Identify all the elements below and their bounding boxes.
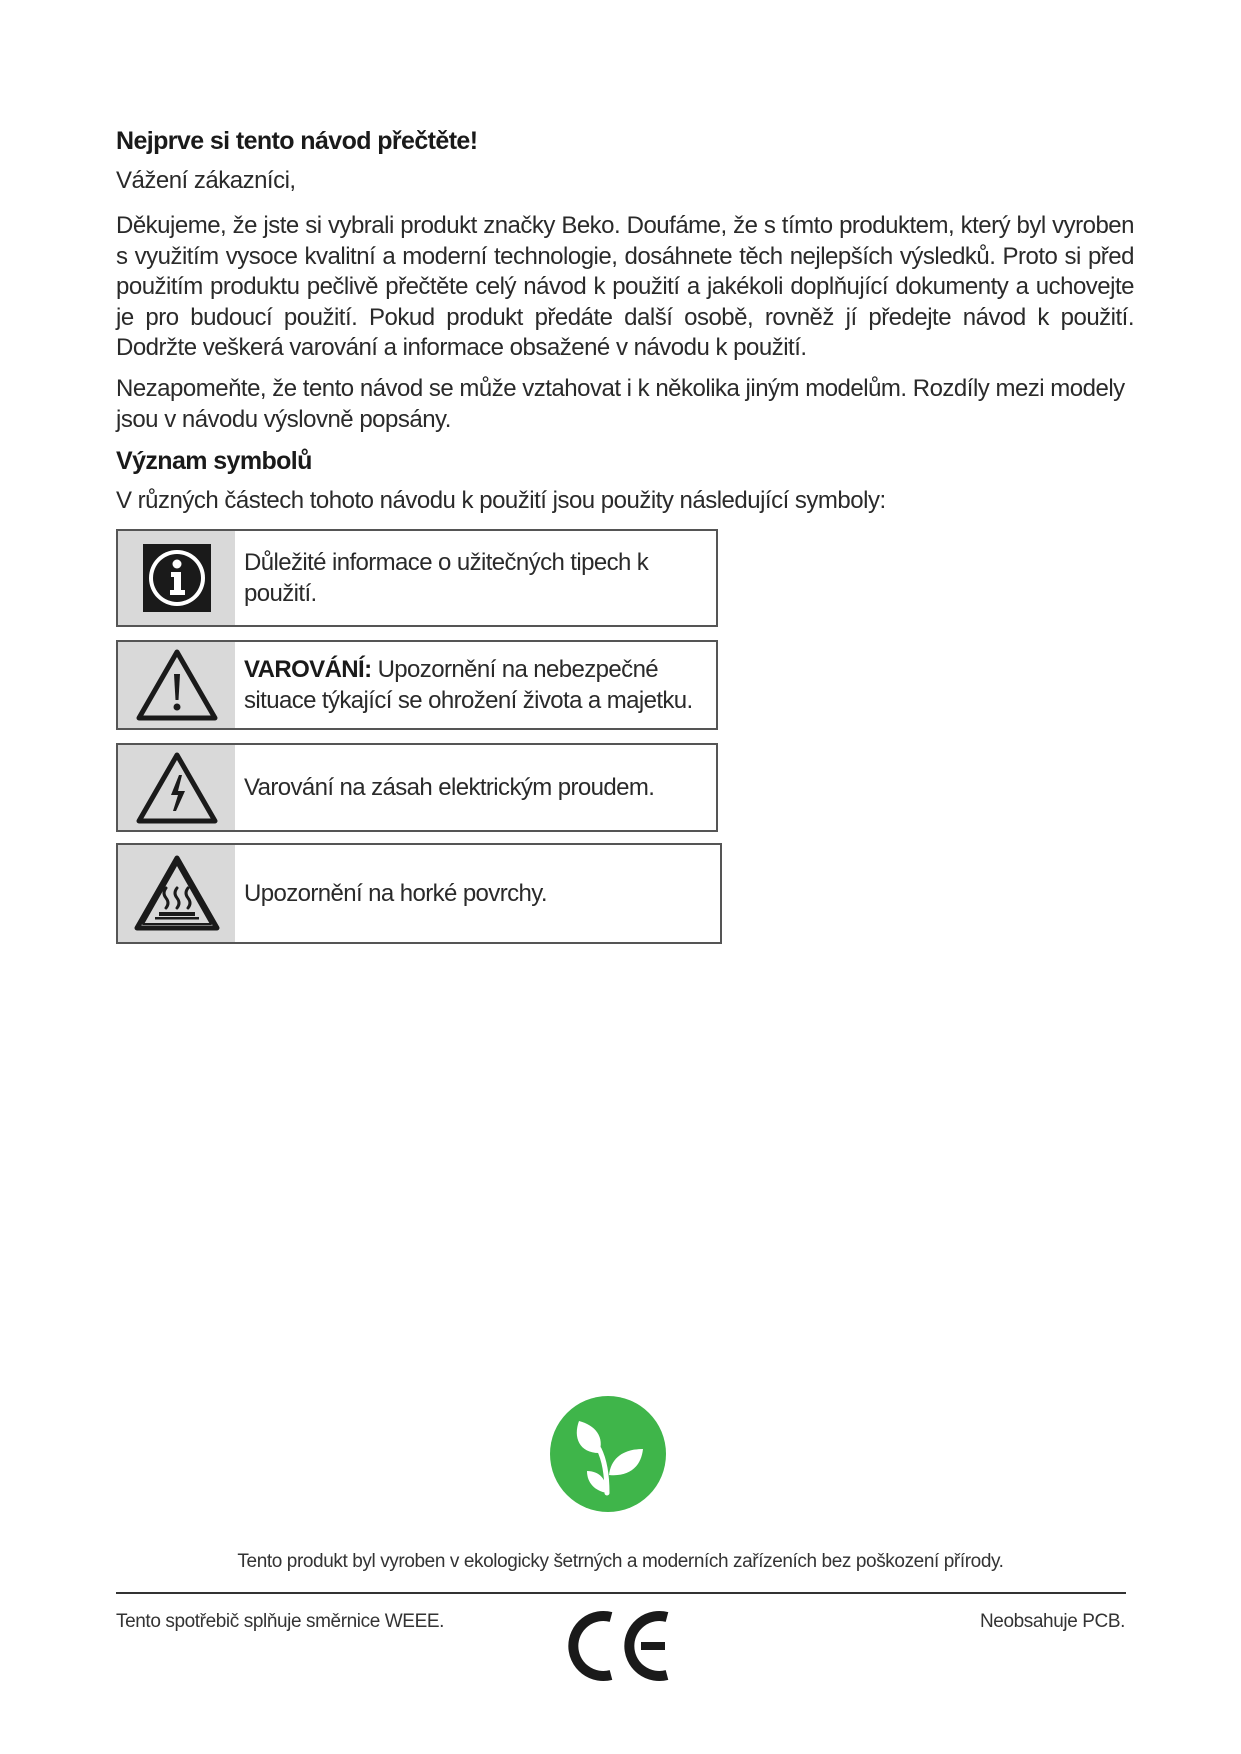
symbol-icon-panel — [118, 845, 235, 942]
symbol-text: Důležité informace o užitečných tipech k použití. — [244, 549, 649, 607]
symbol-text: Upozornění na horké povrchy. — [244, 880, 547, 907]
symbol-text: Varování na zásah elektrickým proudem. — [244, 774, 655, 801]
ce-mark-icon — [567, 1607, 673, 1685]
eco-leaf-icon — [549, 1395, 667, 1513]
symbol-icon-panel — [118, 642, 235, 728]
symbol-row-hot-surface — [116, 843, 722, 944]
symbol-icon-panel — [118, 745, 235, 830]
eco-caption: Tento produkt byl vyroben v ekologicky šetrných a moderních zařízeních bez poškození přírody. — [237, 1551, 1004, 1572]
hot-surface-icon — [133, 854, 221, 934]
warning-text: Upozornění na nebezpečné situace týkající se ohrožení života a majetku. — [244, 656, 693, 714]
warning-icon — [135, 648, 219, 722]
electric-shock-icon — [135, 751, 219, 825]
symbol-icon-panel — [118, 531, 235, 625]
symbols-title: Význam symbolů — [116, 447, 312, 475]
intro-title: Nejprve si tento návod přečtěte! — [116, 127, 478, 155]
symbols-lead: V různých částech tohoto návodu k použití jsou použity následující symboly: — [116, 487, 886, 514]
footer-divider — [116, 1592, 1126, 1594]
greeting: Vážení zákazníci, — [116, 167, 296, 194]
info-icon — [142, 543, 212, 613]
symbol-text — [235, 642, 716, 728]
intro-paragraph-1: Děkujeme, že jste si vybrali produkt značky Beko. Doufáme, že s tímto produktem, který byl vyroben s využitím vysoce kvalitní a moderní technologie, dosáhnete těch nejlepších výsledků. Proto si před použitím produktu pečlivě přečtěte celý návod k použití a jakékoli doplňující dokumenty a uchovejte je pro budoucí použití. Pokud produkt předáte další osobě, rovněž jí předejte návod k použití. Dodržte veškerá varování a informace obsažené v návodu k použití. — [116, 212, 1134, 361]
symbol-row-info — [116, 529, 718, 627]
intro-paragraph-2: Nezapomeňte, že tento návod se může vztahovat i k několika jiným modelům. Rozdíly mezi modely jsou v návodu výslovně popsány. — [116, 375, 1125, 433]
pcb-note: Neobsahuje PCB. — [979, 1611, 1125, 1632]
weee-note: Tento spotřebič splňuje směrnice WEEE. — [116, 1611, 445, 1632]
symbol-row-warning — [116, 640, 718, 730]
symbol-row-electric — [116, 743, 718, 832]
warning-label: VAROVÁNÍ: — [244, 656, 372, 683]
